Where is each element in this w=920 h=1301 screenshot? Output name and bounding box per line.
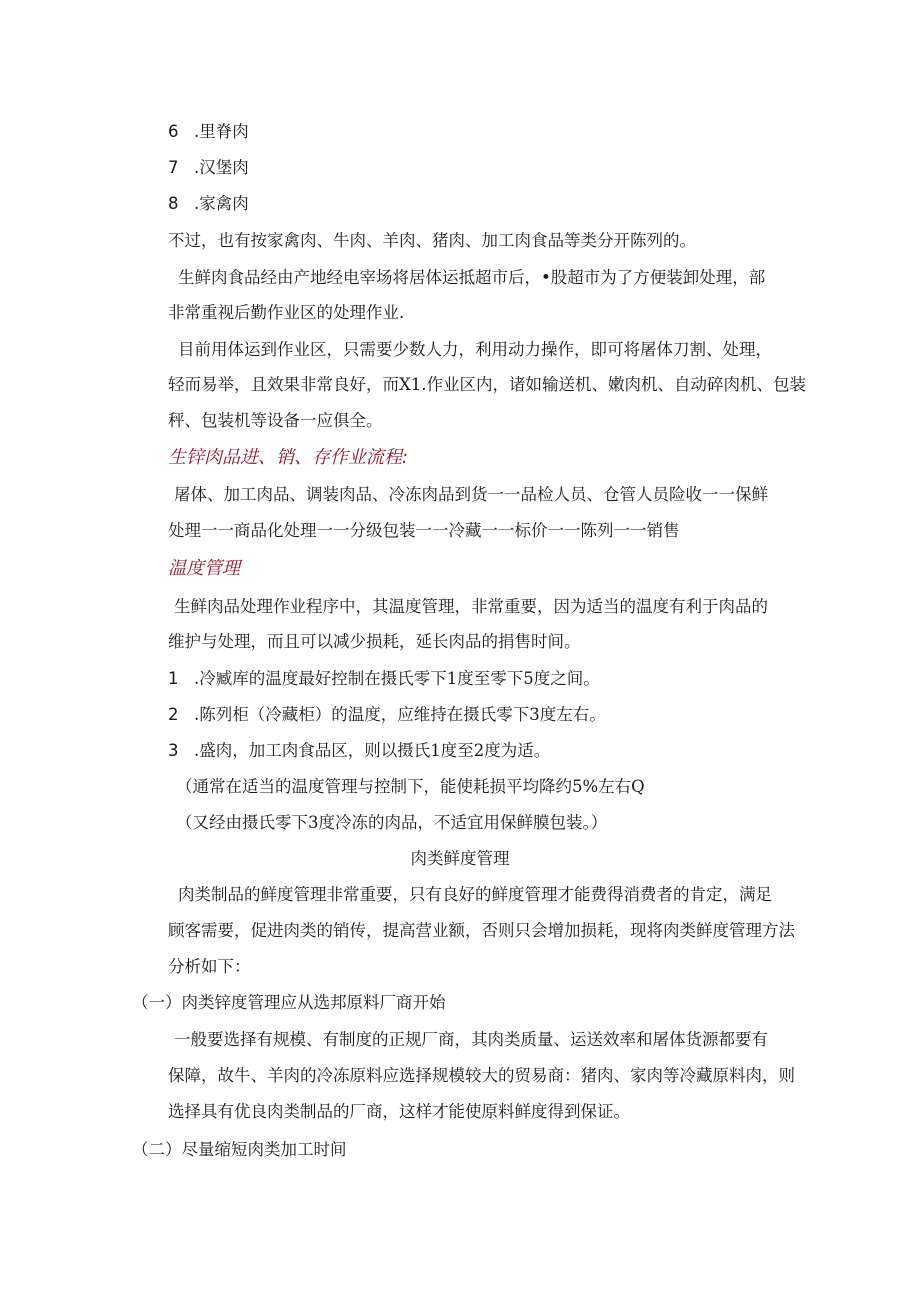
paragraph-freshness-line: 分析如下： [168, 957, 251, 976]
list-number: 3 [168, 741, 179, 760]
paragraph-temperature-line: 生鲜肉品处理作业程序中，其温度管理，非常重要，因为适当的温度有利于肉品的 [174, 597, 768, 616]
paragraph-temperature-line: 维护与处理，而且可以减少损耗，延长肉品的捐售时间。 [168, 632, 581, 651]
list-number: 2 [168, 705, 179, 724]
paragraph-workarea-line: 秤、包装机等设备一应俱全。 [168, 411, 383, 430]
paragraph-workarea-line: 目前用体运到作业区，只需要少数人力，利用动力操作，即可将屠体刀割、处理， [178, 340, 772, 359]
list-number: 7 [168, 158, 179, 177]
list-text: .里脊肉 [194, 122, 249, 141]
section-heading-temperature: 温度管理 [168, 558, 240, 579]
list-text: .陈列柜（冷藏柜）的温度，应维持在摄氏零下3度左右。 [194, 705, 606, 724]
paragraph-flow-line: 处理一一商品化处理一一分级包装一一冷藏一一标价一一陈列一一销售 [168, 521, 680, 540]
subsection-heading: （二）尽量缩短肉类加工时间 [132, 1140, 347, 1159]
list-item [168, 740, 550, 762]
paragraph-freshness-line: 顾客需要，促进肉类的销传，提高营业额，否则只会增加损耗，现将肉类鲜度管理方法 [168, 921, 795, 940]
list-item [168, 668, 600, 690]
paragraph-freshness-line: 肉类制品的鲜度管理非常重要，只有良好的鲜度管理才能费得消费者的肯定，满足 [178, 885, 772, 904]
list-number: 6 [168, 122, 179, 141]
paragraph-supplier-line: 选择具有优良肉类制品的厂商，这样才能使原料鲜度得到保证。 [168, 1102, 630, 1121]
paragraph-transport-line: 生鲜肉食品经由产地经电宰场将居体运抵超市后，•股超市为了方便装卸处理，部 [178, 268, 766, 287]
paragraph-transport-line: 非常重视后勤作业区的处理作业. [168, 303, 405, 322]
list-text: .冷臧库的温度最好控制在摄氏零下1度至零下5度之间。 [194, 669, 600, 688]
list-item [168, 157, 249, 179]
list-text: .家禽肉 [194, 194, 249, 213]
list-text: .盛肉，加工肉食品区，则以摄氏1度至2度为适。 [194, 741, 551, 760]
list-number: 1 [168, 669, 179, 688]
list-item [168, 193, 249, 215]
section-heading-flow: 生锌肉品进、销、存作业流程: [168, 447, 409, 468]
paragraph-flow-line: 屠体、加工肉品、调装肉品、冷冻肉品到货一一品检人员、仓管人员险收一一保鲜 [174, 485, 768, 504]
note-line: （又经由摄氏零下3度冷冻的肉品，不适宜用保鲜膜包装。） [176, 813, 608, 832]
list-item [168, 704, 606, 726]
paragraph-supplier-line: 保障，故牛、羊肉的冷冻原料应选择规模较大的贸易商：猪肉、家肉等冷藏原料肉，则 [168, 1066, 795, 1085]
subsection-heading: （一）肉类锌度管理应从选邦原料厂商开始 [132, 993, 446, 1012]
list-number: 8 [168, 194, 179, 213]
paragraph-supplier-line: 一般要选择有规模、有制度的正规厂商，其肉类质量、运送效率和屠体货源都要有 [174, 1030, 768, 1049]
section-title-freshness: 肉类鲜度管理 [410, 849, 510, 868]
paragraph-category: 不过，也有按家禽肉、牛肉、羊肉、猪肉、加工肉食品等类分开陈列的。 [168, 231, 696, 250]
list-text: .汉堡肉 [194, 158, 249, 177]
list-item [168, 121, 249, 143]
note-line: （通常在适当的温度管理与控制下，能使耗损平均降约5%左右Q [176, 777, 645, 796]
paragraph-workarea-line: 轻而易举，且效果非常良好，而X1.作业区内，诸如输送机、嫩肉机、自动碎肉机、包装 [168, 375, 806, 394]
